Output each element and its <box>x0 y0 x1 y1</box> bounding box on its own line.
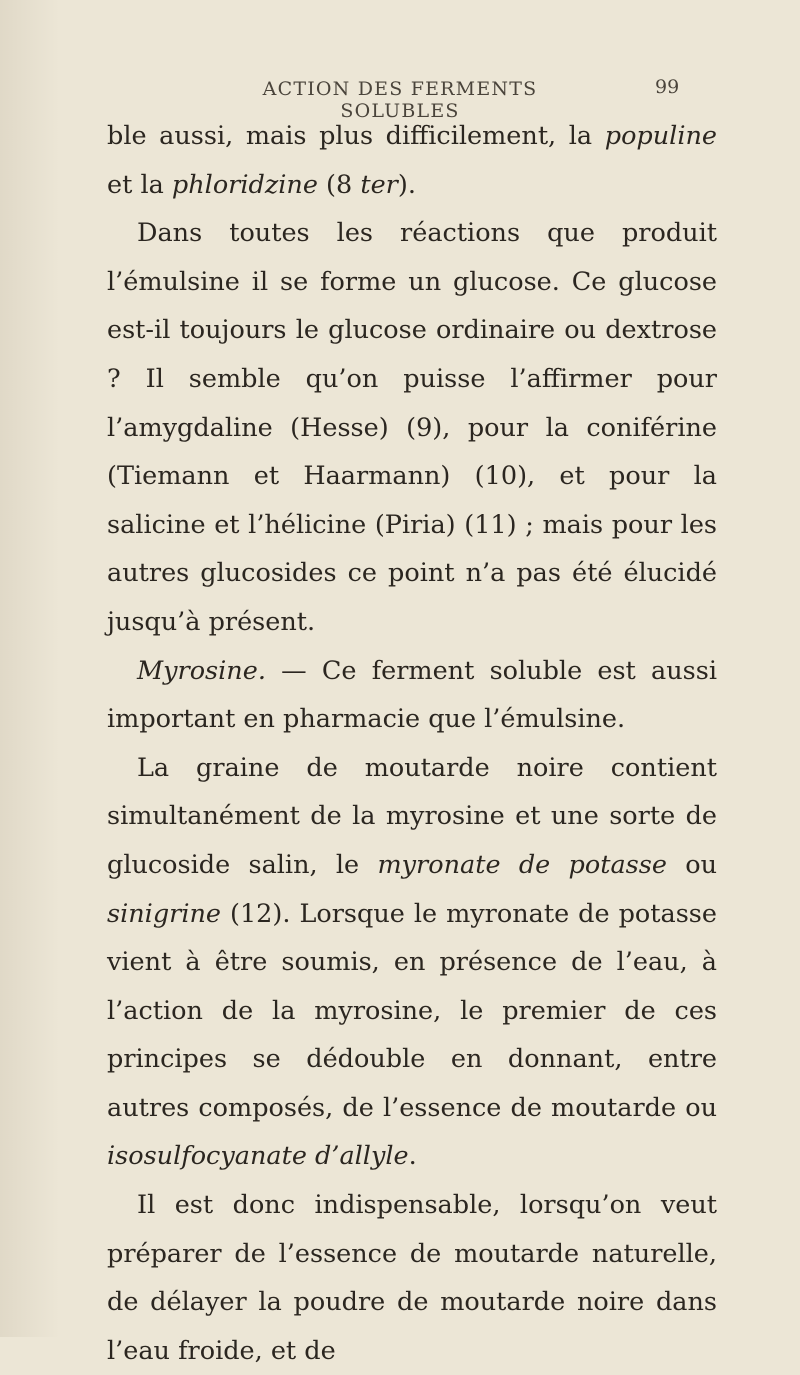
text-run: . <box>408 1141 417 1172</box>
section-heading-myrosine: Myrosine. <box>137 655 266 686</box>
page-number: 99 <box>655 76 680 98</box>
italic-term-phloridzine: phloridzine <box>171 169 318 200</box>
italic-term-populine: populine <box>604 121 717 151</box>
paragraph-5: Il est donc indispensable, lorsqu’on veut préparer de l’essence de moutarde naturelle, de délayer la poudre de moutarde noire dans l’eau froide, et de <box>107 1190 717 1366</box>
text-run: (8 <box>317 169 361 200</box>
paragraph-1 <box>107 112 717 209</box>
text-run: et la <box>107 169 172 200</box>
text-run: — Ce ferment soluble est aussi important en pharmacie que l’émulsine. <box>107 655 717 735</box>
italic-term-myronate: myronate de potasse <box>377 849 667 880</box>
italic-term-ter: ter <box>360 169 398 200</box>
text-run: (12). Lorsque le myronate de potasse vient à être soumis, en présence de l’eau, à l’action de la myrosine, le premier de ces principes se dédouble en donnant, entre autres composés, de l’essence de moutarde ou <box>107 898 717 1123</box>
paragraph-2: Dans toutes les réactions que produit l’émulsine il se forme un glucose. Ce glucose est-il toujours le glucose ordinaire ou dextrose ? Il semble qu’on puisse l’affirmer pour l’amygdaline (Hesse) (9), pour la coniférine (Tiemann et Haarmann) (10), et pour la salicine et l’hélicine (Piria) (11) ; mais pour les autres glucosides ce point n’a pas été élucidé jusqu’à présent. <box>107 218 717 637</box>
text-run: ). <box>397 169 416 200</box>
italic-term-sinigrine: sinigrine <box>107 898 222 929</box>
paragraph-4 <box>107 744 717 1181</box>
paragraph-3 <box>107 647 717 744</box>
italic-term-isosulfocyanate: isosulfocyanate d’allyle <box>107 1141 409 1172</box>
text-run: La graine de moutarde noire contient simultanément de la myrosine et une sorte de glucoside salin, le <box>107 752 717 880</box>
text-run: ou <box>666 849 718 880</box>
text-run: ble aussi, mais plus difficilement, la <box>107 121 605 151</box>
running-head: ACTION DES FERMENTS SOLUBLES <box>262 78 538 122</box>
body-text <box>107 112 717 1375</box>
